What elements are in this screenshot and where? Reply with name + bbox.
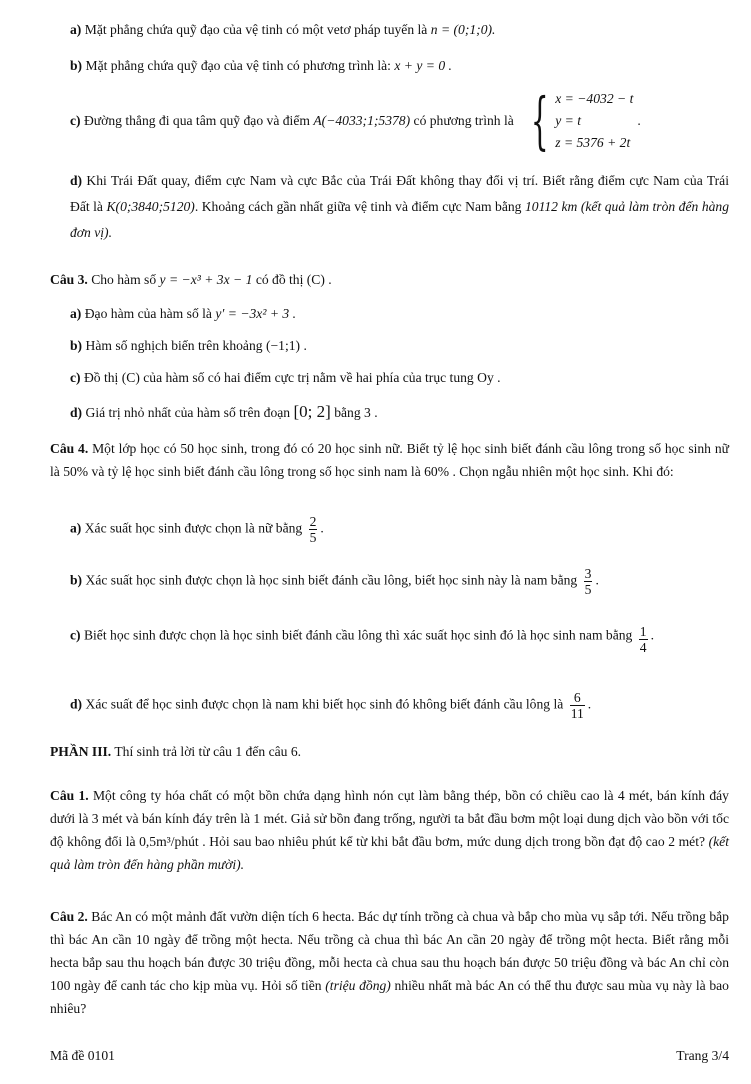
c4-d-text: Xác suất để học sinh được chọn là nam khi biết học sinh đó không biết đánh cầu lông là [85,696,564,712]
c3-b-math: (−1;1) . [265,338,307,353]
c2-d-value: 10112 km [525,199,578,214]
c3-a-label: a) [70,306,82,321]
c2-c-point: A(−4033;1;5378) [313,112,411,128]
c3-d-math: [0; 2] [293,402,331,421]
c2-c-text2: có phương trình là [413,112,514,128]
c4-d-label: d) [70,696,83,712]
p3q2-text2: nhiều nhất mà bác An có thể thu được sau mùa vụ này là bao nhiêu? [50,978,729,1016]
c2-d-text2: . Khoảng cách gần nhất giữa vệ tinh và điểm cực Nam bằng [194,199,522,214]
c3-a-math: y′ = −3x² + 3 . [215,306,296,321]
c4-intro [50,437,729,483]
c4-d-fraction [570,690,585,721]
c4-d-denominator: 11 [570,706,584,721]
part3-text: Thí sinh trả lời từ câu 1 đến câu 6. [114,744,302,759]
c2-b-math: x + y = 0 . [394,58,452,73]
c2-statement-c [70,85,729,157]
c3-d-label: d) [70,405,83,420]
c4-a-numerator: 2 [309,514,317,529]
c2-a-text: Mặt phẳng chứa quỹ đạo của vệ tinh có một vetơ pháp tuyến là [84,22,428,37]
part3-heading [50,744,729,761]
c4-a-label: a) [70,520,82,536]
p3q1-title: Câu 1. [50,788,89,803]
c3-c-label: c) [70,370,81,385]
c2-c-end: . [637,112,641,128]
c3-statement-d [70,402,729,423]
c4-statement-a: a) Xác suất học sinh được chọn là nữ bằng $\frac{2}{5}$ . [70,514,324,545]
c4-statement-d: d) Xác suất để học sinh được chọn là nam khi biết học sinh đó không biết đánh cầu lông là $\frac{6}{11}$ . [70,690,592,721]
exam-code: Mã đề 0101 [50,1048,115,1063]
c4-a-fraction [309,514,318,545]
c4-c-denominator: 4 [639,640,647,655]
c4-d-numerator: 6 [573,690,581,705]
c4-c-numerator: 1 [639,624,647,639]
c4-b-label: b) [70,572,83,588]
c2-c-sys-line-2: y = t [555,113,582,128]
p3-question-1 [50,784,729,876]
part3-title: PHẦN III. [50,744,112,759]
c3-statement-a [70,306,729,323]
c2-b-label: b) [70,58,83,73]
c4-c-label: c) [70,627,81,643]
c2-c-sys-line-1: x = −4032 − t [555,91,634,106]
c2-b-text: Mặt phẳng chứa quỹ đạo của vệ tinh có phương trình là: [85,58,391,73]
c3-d-text2: bằng 3 . [334,405,378,420]
c2-statement-d [70,168,729,246]
c4-a-text: Xác suất học sinh được chọn là nữ bằng [84,520,303,536]
c2-c-sys-line-3: z = 5376 + 2t [555,135,631,150]
c3-a-text: Đạo hàm của hàm số là [84,306,212,321]
c2-c-text: Đường thẳng đi qua tâm quỹ đạo và điểm [83,112,310,128]
c4-statement-c: c) Biết học sinh được chọn là học sinh biết đánh cầu lông thì xác suất học sinh đó là học sinh nam bằng $\frac{1}{4}$ . [70,624,654,655]
c4-b-numerator: 3 [584,566,592,581]
p3-question-2 [50,905,729,1020]
c4-c-fraction [639,624,648,655]
c4-b-fraction [584,566,593,597]
c2-statement-a [70,22,729,39]
p3q2-title: Câu 2. [50,909,88,924]
c4-c-text: Biết học sinh được chọn là học sinh biết đánh cầu lông thì xác suất học sinh đó là học sinh nam bằng [83,627,633,643]
c4-a-denominator: 5 [309,530,317,545]
c2-a-label: a) [70,22,82,37]
c2-a-math: n = (0;1;0). [430,22,496,37]
c3-d-text: Giá trị nhỏ nhất của hàm số trên đoạn [85,405,291,420]
c3-c-text: Đồ thị (C) của hàm số có hai điểm cực trị nằm về hai phía của trục tung Oy . [83,370,501,385]
c2-statement-b [70,58,729,75]
c3-title: Câu 3. [50,272,88,287]
c4-intro-text: Một lớp học có 50 học sinh, trong đó có 20 học sinh nữ. Biết tỷ lệ học sinh biết đánh cầu lông trong số học sinh nữ là 50% và tỷ lệ học sinh biết đánh cầu lông trong số học sinh nam là 60% . Chọn ngẫu nhiên một học sinh. Khi đó: [50,441,729,479]
c3-intro [50,272,729,289]
c2-d-text1: Khi Trái Đất quay, điểm cực Nam và cực Bắc của Trái Đất không thay đổi vị trí. Biết rằng điểm cực Nam của Trái Đất là [70,173,729,214]
brace-symbol: { [530,84,549,157]
c4-b-denominator: 5 [584,582,592,597]
c4-title: Câu 4. [50,441,89,456]
c3-statement-b [70,338,729,355]
p3q2-unit: (triệu đồng) [325,978,391,993]
c2-d-label: d) [70,173,83,188]
c4-b-text: Xác suất học sinh được chọn là học sinh biết đánh cầu lông, biết học sinh này là nam bằng [85,572,578,588]
c3-intro-text: Cho hàm số [91,272,157,287]
c2-c-label: c) [70,112,81,128]
c3-func: y = −x³ + 3x − 1 [159,272,253,287]
c3-b-text: Hàm số nghịch biến trên khoảng [85,338,263,353]
c2-c-equation-system [520,84,634,157]
p3q2-text: Bác An có một mảnh đất vườn diện tích 6 hecta. Bác dự tính trồng cà chua và bắp cho mùa vụ sắp tới. Nếu trồng bắp thì bác An cần 10 ngày để trồng một hecta. Nếu trồng cà chua thì bác An cần 20 ngày để trồng một hecta. Biết rằng mỗi hecta bắp sau thu hoạch bán được 30 triệu đồng, mỗi hecta cà chua sau thu hoạch bán được 50 triệu đồng và bác An chỉ còn 100 ngày để canh tác cho kịp mùa vụ. Hỏi số tiền [50,909,729,993]
p3q1-text: Một công ty hóa chất có một bồn chứa dạng hình nón cụt làm bằng thép, bồn có chiều cao là 4 mét, bán kính đáy dưới là 3 mét và bán kính đáy trên là 1 mét. Giả sử bồn đang trống, người ta bắt đầu bơm một loại dung dịch vào bồn với tốc độ không đổi là 0,5m³/phút . Hỏi sau bao nhiêu phút kể từ khi bắt đầu bơm, mức dung dịch trong bồn đạt độ cao 2 mét? [50,788,729,849]
page-number: Trang 3/4 [676,1048,729,1063]
c3-b-label: b) [70,338,83,353]
c4-statement-b: b) Xác suất học sinh được chọn là học sinh biết đánh cầu lông, biết học sinh này là nam bằng $\frac{3}{5}$ . [70,566,599,597]
c3-intro-text2: có đồ thị (C) . [255,272,332,287]
c2-d-point: K(0;3840;5120) [106,199,195,214]
c2-d-note: (kết quả làm tròn đến hàng đơn vị). [70,199,730,240]
c3-statement-c [70,370,729,387]
p3q1-note: (kết quả làm tròn đến hàng phần mười). [50,834,729,872]
